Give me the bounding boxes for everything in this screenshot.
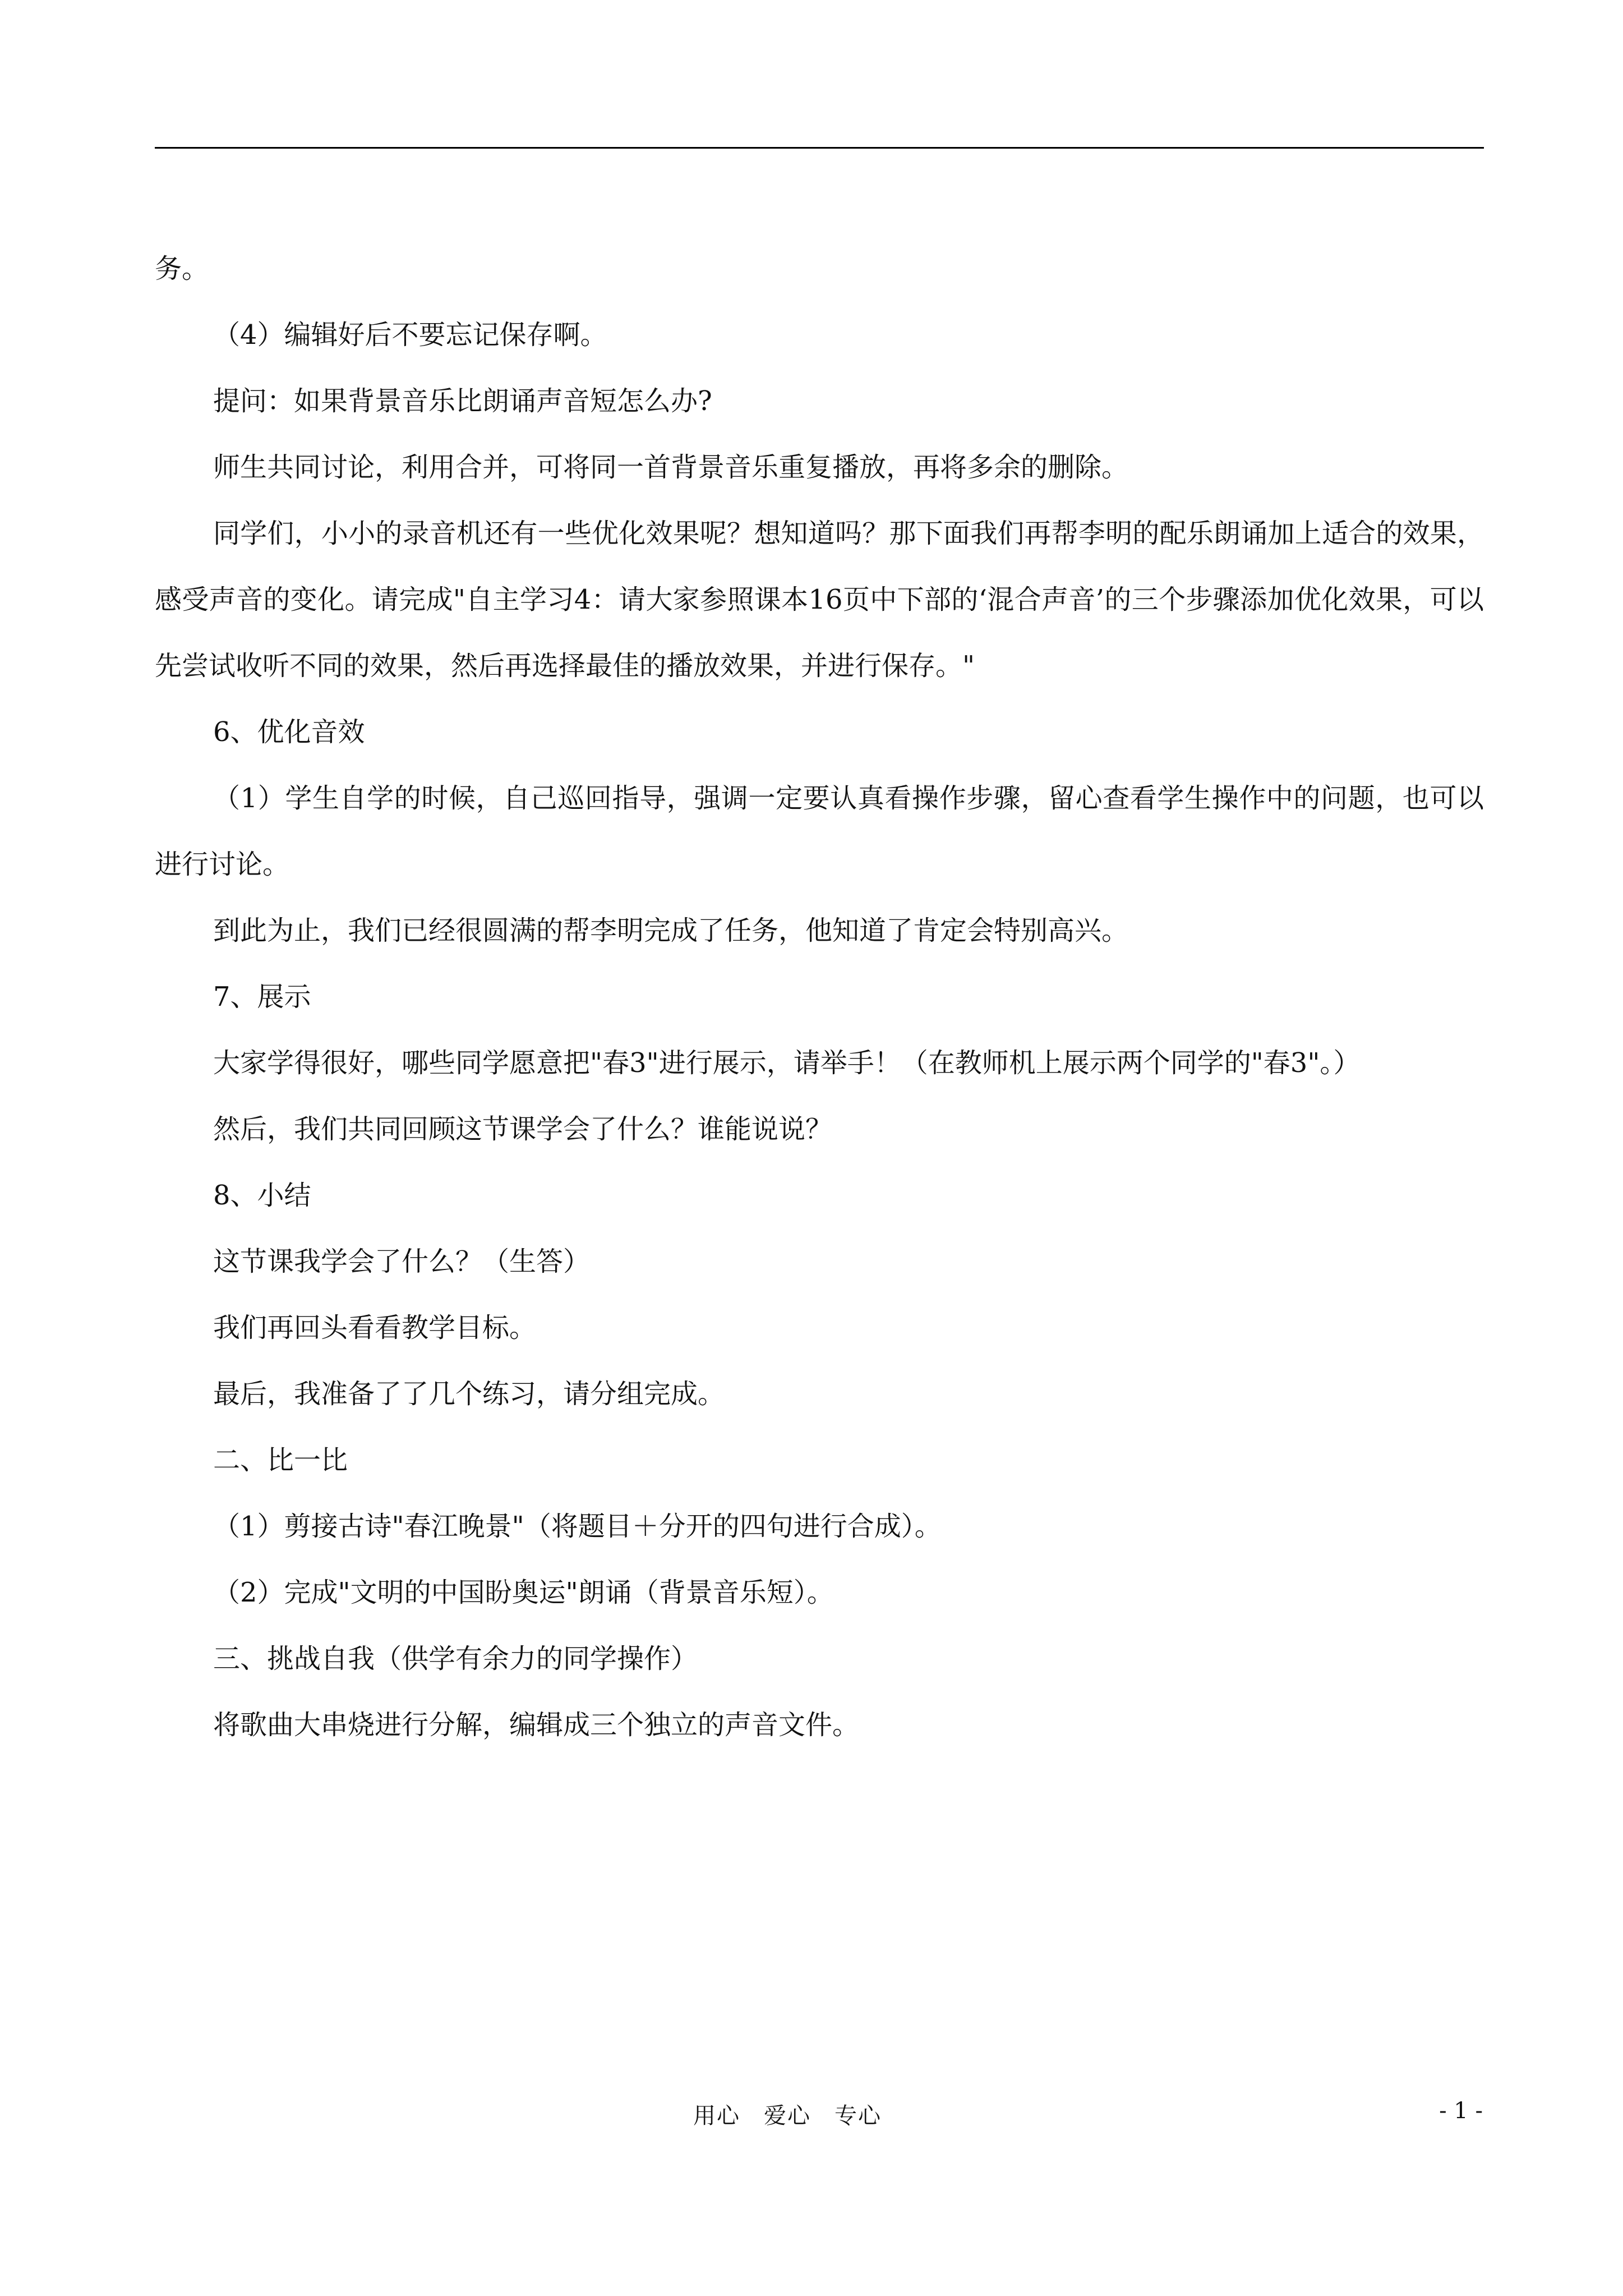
paragraph: 这节课我学会了什么？（生答） — [213, 1246, 591, 1277]
footer-motto: 用心 爱心 专心 — [693, 2103, 882, 2129]
section-heading: 三、挑战自我（供学有余力的同学操作） — [213, 1643, 698, 1674]
paragraph: 然后，我们共同回顾这节课学会了什么？谁能说说？ — [213, 1114, 833, 1145]
section-heading: 二、比一比 — [213, 1444, 348, 1476]
paragraph: 将歌曲大串烧进行分解，编辑成三个独立的声音文件。 — [213, 1709, 860, 1741]
page-footer — [0, 2098, 1623, 2132]
paragraph: （2）完成"文明的中国盼奥运"朗诵（背景音乐短）。 — [213, 1577, 834, 1608]
paragraph: 师生共同讨论，利用合并，可将同一首背景音乐重复播放，再将多余的删除。 — [213, 452, 1129, 483]
document-body — [155, 236, 1484, 1758]
header-rule — [155, 147, 1484, 149]
paragraph: 最后，我准备了了几个练习，请分组完成。 — [213, 1378, 725, 1410]
section-heading: 8、小结 — [213, 1180, 311, 1211]
paragraph: 我们再回头看看教学目标。 — [213, 1312, 537, 1343]
page-number: - 1 - — [1439, 2098, 1483, 2124]
paragraph: 同学们，小小的录音机还有一些优化效果呢？想知道吗？那下面我们再帮李明的配乐朗诵加上适合的效果，感受声音的变化。请完成"自主学习4：请大家参照课本16页中下部的‘混合声音’的三个步骤添加优化效果，可以先尝试收听不同的效果，然后再选择最佳的播放效果，并进行保存。" — [155, 518, 1484, 682]
paragraph: 提问：如果背景音乐比朗诵声音短怎么办? — [213, 385, 712, 417]
paragraph: （4）编辑好后不要忘记保存啊。 — [213, 319, 607, 351]
section-heading: 7、展示 — [213, 981, 311, 1013]
paragraph: 大家学得很好，哪些同学愿意把"春3"进行展示，请举手！（在教师机上展示两个同学的"春3"。） — [213, 1047, 1361, 1079]
paragraph: （1）学生自学的时候，自己巡回指导，强调一定要认真看操作步骤，留心查看学生操作中的问题，也可以进行讨论。 — [155, 783, 1484, 880]
paragraph: （1）剪接古诗"春江晚景"（将题目＋分开的四句进行合成）。 — [213, 1511, 942, 1542]
section-heading: 6、优化音效 — [213, 716, 365, 748]
paragraph: 到此为止，我们已经很圆满的帮李明完成了任务，他知道了肯定会特别高兴。 — [213, 915, 1129, 946]
paragraph: 务。 — [155, 253, 209, 284]
